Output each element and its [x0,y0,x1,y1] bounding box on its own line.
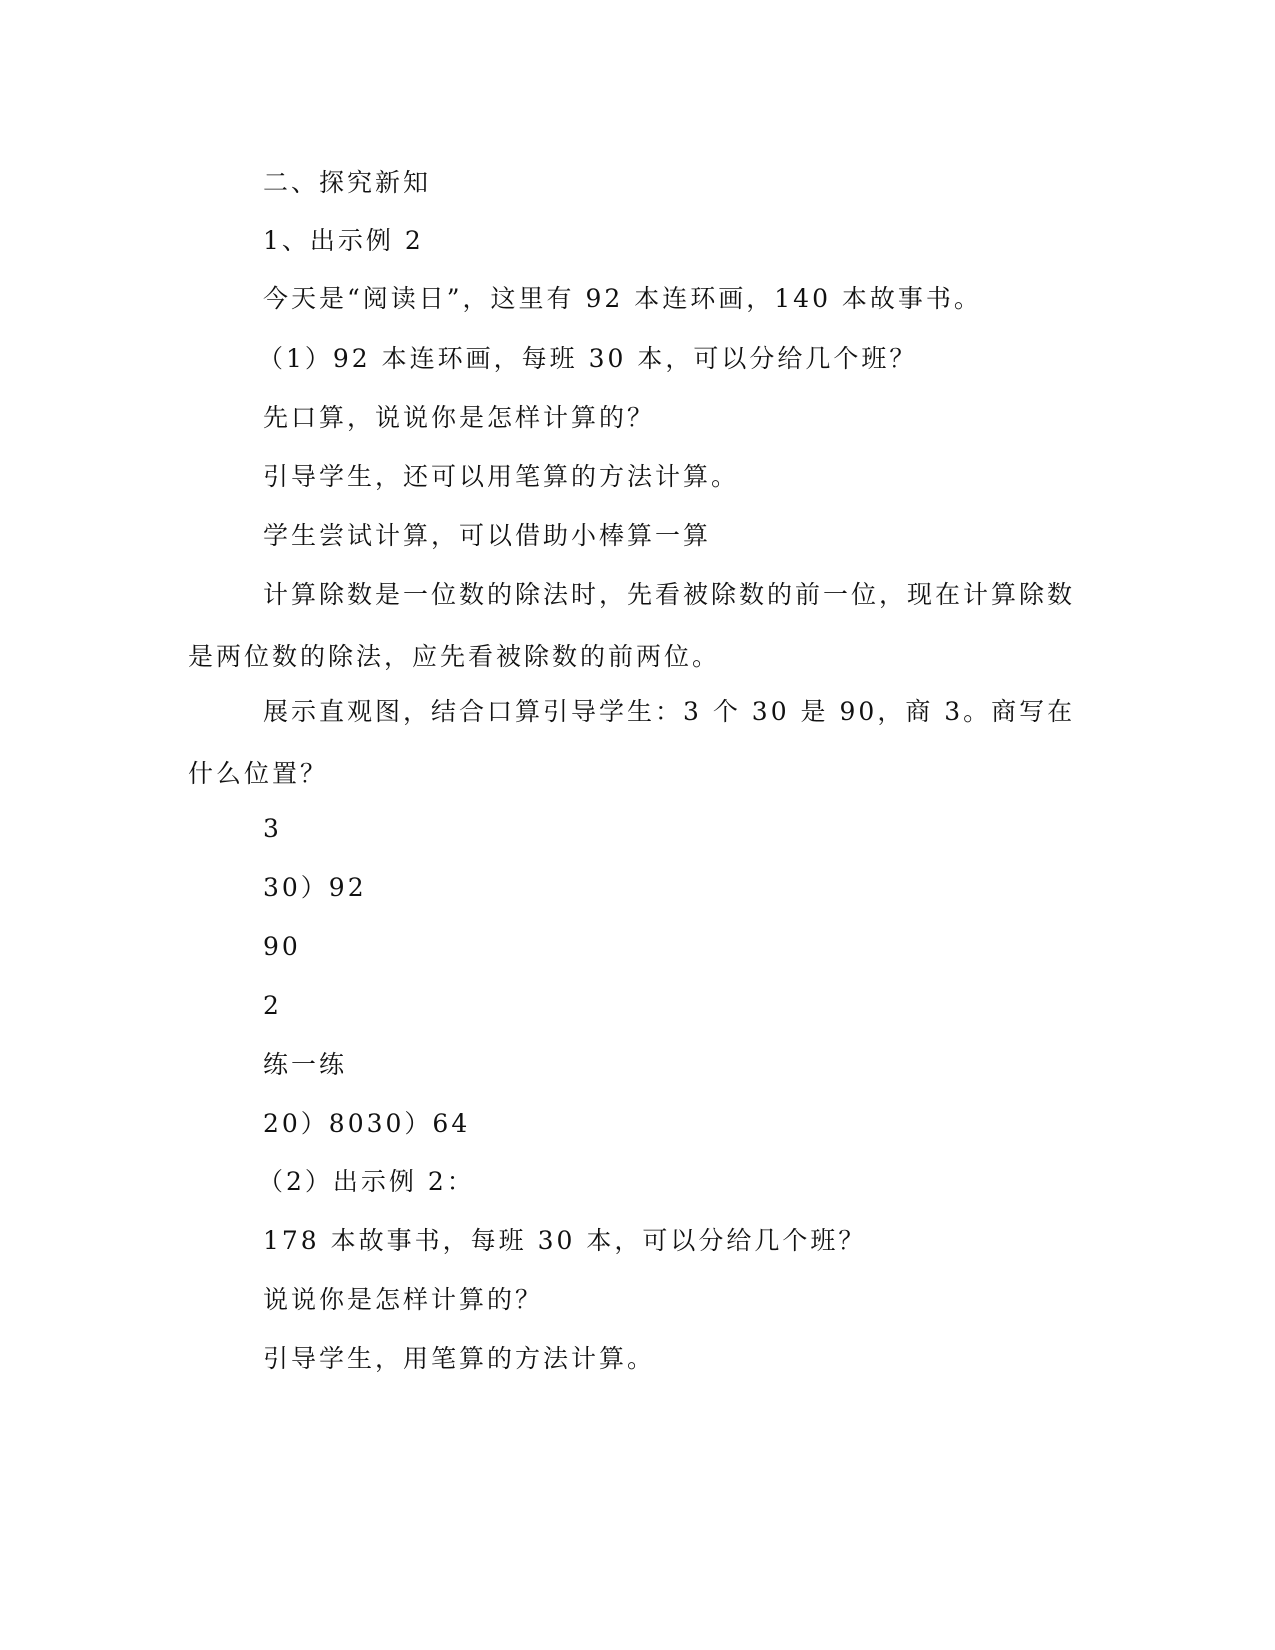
section-heading: 二、探究新知 [263,168,432,197]
paragraph-written: 引导学生，用笔算的方法计算。 [263,1344,656,1373]
paragraph-explain: 说说你是怎样计算的？ [263,1285,544,1314]
paragraph-intro: 今天是“阅读日”，这里有 92 本连环画，140 本故事书。 [263,284,982,313]
calc-product: 90 [263,932,301,961]
example-heading: 1、出示例 2 [263,226,424,255]
question-2: 178 本故事书，每班 30 本，可以分给几个班？ [263,1226,867,1255]
paragraph-rule: 计算除数是一位数的除法时，先看被除数的前一位，现在计算除数是两位数的除法，应先看被除数的前两位。 [188,580,1076,671]
paragraph-try: 学生尝试计算，可以借助小棒算一算 [263,521,712,550]
calc-division: 30）92 [263,873,367,902]
practice-heading: 练一练 [263,1050,348,1079]
paragraph-guide: 引导学生，还可以用笔算的方法计算。 [263,462,740,491]
practice-problems: 20）8030）64 [263,1109,471,1138]
question-2-heading: （2）出示例 2： [258,1167,475,1196]
calc-quotient: 3 [263,814,282,843]
paragraph-demo: 展示直观图，结合口算引导学生：3 个 30 是 90，商 3。商写在什么位置？ [188,697,1076,788]
paragraph-oral: 先口算，说说你是怎样计算的？ [263,403,656,432]
calc-remainder: 2 [263,991,282,1020]
question-1: （1）92 本连环画，每班 30 本，可以分给几个班？ [258,344,918,373]
